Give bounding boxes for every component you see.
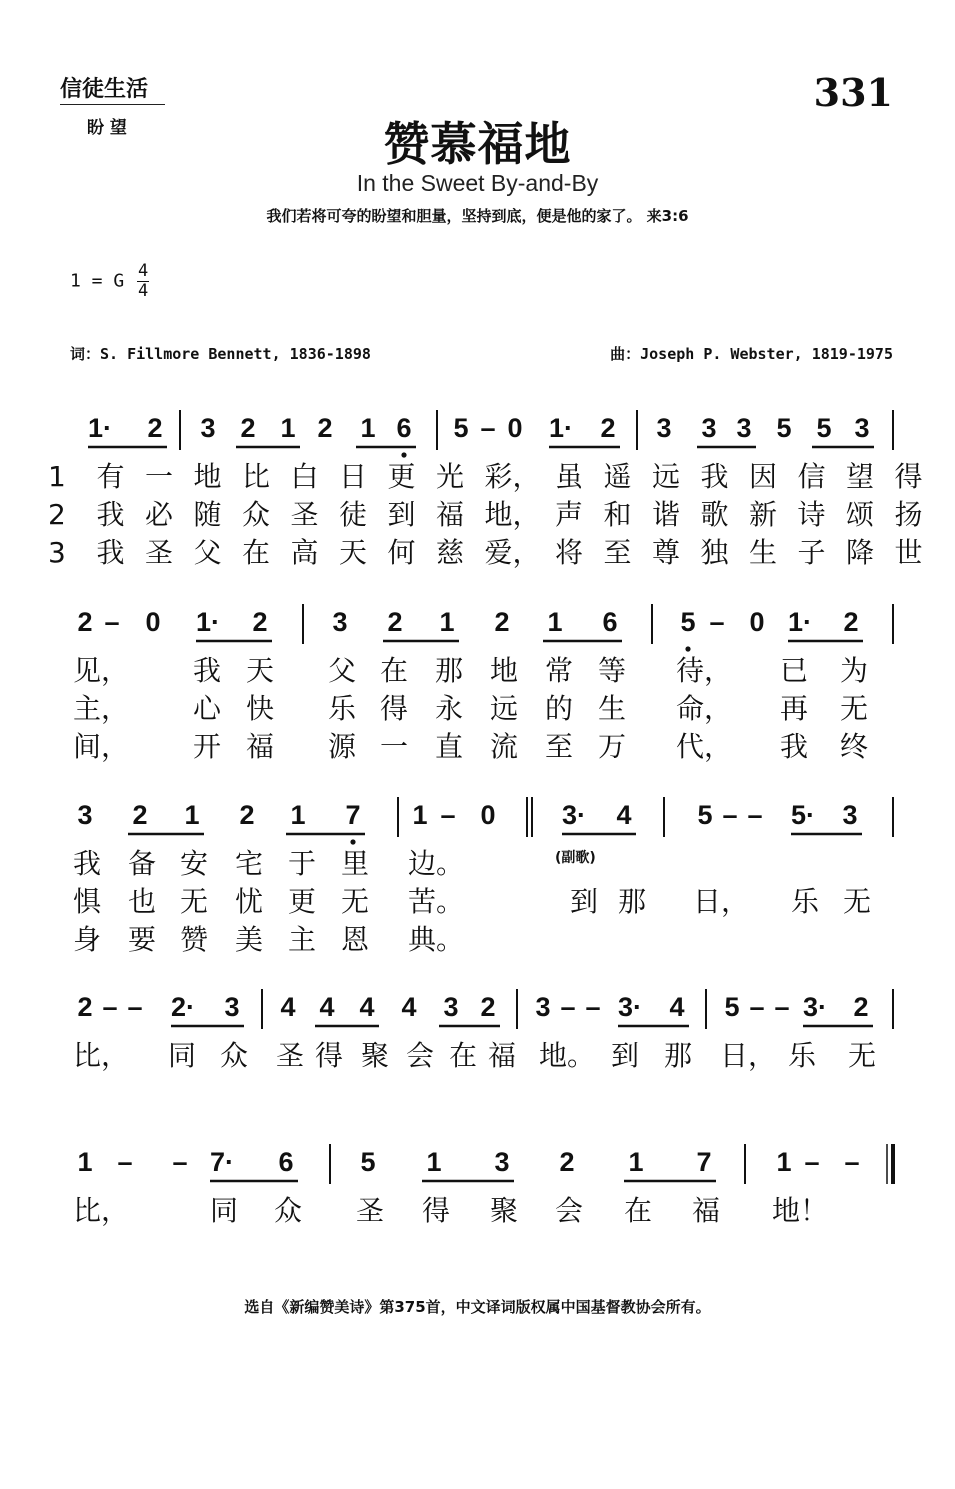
lyric-syllable: 父 bbox=[193, 536, 222, 569]
lyric-syllable: 会 bbox=[406, 1039, 435, 1072]
lyric-syllable: 典。 bbox=[408, 923, 465, 956]
note: 7 bbox=[345, 800, 361, 830]
lyric-syllable: 在 bbox=[449, 1039, 478, 1072]
lyric-syllable: 生 bbox=[749, 536, 778, 569]
note: 2 bbox=[77, 607, 93, 637]
time-signature bbox=[137, 262, 149, 301]
lyric-syllable: 快 bbox=[246, 692, 275, 725]
lyric-syllable: 爱， bbox=[484, 536, 541, 569]
lyric-syllable: 得 bbox=[422, 1194, 451, 1227]
composer-credit: 曲：Joseph P. Webster, 1819-1975 bbox=[610, 345, 893, 363]
lyric-syllable: 地， bbox=[484, 498, 541, 531]
note: 2 bbox=[77, 992, 93, 1022]
lyric-syllable: 苦。 bbox=[408, 885, 465, 918]
lyric-syllable: 恩 bbox=[341, 923, 370, 956]
note: 1 bbox=[776, 1147, 792, 1177]
lyric-syllable: 要 bbox=[128, 923, 157, 956]
lyric-syllable: 我 bbox=[193, 654, 222, 687]
note: 2 bbox=[252, 607, 268, 637]
lyric-syllable: 虽 bbox=[555, 460, 584, 493]
lyric-syllable: 地 bbox=[193, 460, 222, 493]
lyric-syllable: 颂 bbox=[846, 498, 875, 531]
note: 3 bbox=[200, 413, 216, 443]
lyric-syllable: 我 bbox=[96, 536, 125, 569]
category-underline bbox=[60, 104, 165, 105]
note: 5 bbox=[453, 413, 469, 443]
lyric-syllable: 一 bbox=[145, 460, 174, 493]
lyric-syllable: 惧 bbox=[73, 885, 102, 918]
lyric-syllable: 再 bbox=[780, 692, 809, 725]
lyric-syllable: 会 bbox=[555, 1194, 584, 1227]
lyric-syllable: 在 bbox=[242, 536, 271, 569]
lower-octave-dot bbox=[350, 839, 355, 844]
lyric-syllable: 遥 bbox=[603, 460, 632, 493]
note: 5 bbox=[816, 413, 832, 443]
note: – bbox=[749, 992, 765, 1022]
lyric-syllable: 更 bbox=[387, 460, 416, 493]
lyric-syllable: 我 bbox=[780, 730, 809, 763]
note: 3 bbox=[842, 800, 858, 830]
lyric-line bbox=[0, 1192, 955, 1230]
lyric-syllable: 备 bbox=[128, 847, 157, 880]
lyric-syllable: 同 bbox=[168, 1039, 197, 1072]
note: – bbox=[722, 800, 738, 830]
note: 2 bbox=[317, 413, 333, 443]
lyric-line bbox=[0, 652, 955, 690]
lyric-syllable: 见， bbox=[73, 654, 130, 687]
lyric-syllable: 2 bbox=[48, 498, 66, 531]
lyric-syllable: 在 bbox=[380, 654, 409, 687]
note: 1· bbox=[195, 607, 220, 637]
note: – bbox=[804, 1147, 820, 1177]
note: 4 bbox=[669, 992, 685, 1022]
note: 3 bbox=[736, 413, 752, 443]
note: 7· bbox=[209, 1147, 234, 1177]
lyric-syllable: 美 bbox=[235, 923, 264, 956]
lyric-syllable: 我 bbox=[73, 847, 102, 880]
note: 3 bbox=[332, 607, 348, 637]
lyric-syllable: 声 bbox=[555, 498, 584, 531]
note: 1 bbox=[628, 1147, 644, 1177]
note: 1 bbox=[360, 413, 376, 443]
lyric-syllable: 于 bbox=[288, 847, 317, 880]
lyric-syllable: 远 bbox=[490, 692, 519, 725]
lyric-line bbox=[0, 690, 955, 728]
category-label: 信徒生活 bbox=[60, 76, 149, 102]
lyric-syllable: 慈 bbox=[436, 536, 465, 569]
lyric-syllable: 地。 bbox=[539, 1039, 596, 1072]
lyric-syllable: 众 bbox=[242, 498, 271, 531]
note: 1 bbox=[439, 607, 455, 637]
note: 1 bbox=[426, 1147, 442, 1177]
lyric-syllable: 开 bbox=[193, 730, 222, 763]
lyric-syllable: 望 bbox=[846, 460, 875, 493]
note: 5 bbox=[724, 992, 740, 1022]
lyric-syllable: 那 bbox=[618, 885, 647, 918]
note: – bbox=[480, 413, 496, 443]
key-signature bbox=[70, 262, 149, 301]
note: 6 bbox=[278, 1147, 294, 1177]
note: 1· bbox=[787, 607, 812, 637]
note: 5 bbox=[680, 607, 696, 637]
lyric-syllable: 流 bbox=[490, 730, 519, 763]
lyric-syllable: 父 bbox=[328, 654, 357, 687]
lyric-syllable: 乐 bbox=[791, 885, 820, 918]
lyric-syllable: 主， bbox=[73, 692, 130, 725]
lyric-syllable: 1 bbox=[48, 460, 66, 493]
note: 4 bbox=[280, 992, 296, 1022]
note: 6 bbox=[396, 413, 412, 443]
lyric-syllable: 诗 bbox=[797, 498, 826, 531]
lyric-syllable: 间， bbox=[73, 730, 130, 763]
lyric-syllable: 无 bbox=[843, 885, 872, 918]
lyric-syllable: 独 bbox=[700, 536, 729, 569]
lyric-syllable: 安 bbox=[180, 847, 209, 880]
lyric-syllable: 的 bbox=[545, 692, 574, 725]
lyric-syllable: 到 bbox=[570, 885, 599, 918]
lyric-syllable: 身 bbox=[73, 923, 102, 956]
note: – bbox=[844, 1147, 860, 1177]
lyric-syllable: 3 bbox=[48, 536, 66, 569]
note: 2 bbox=[853, 992, 869, 1022]
note: 3 bbox=[77, 800, 93, 830]
lyric-syllable: 更 bbox=[288, 885, 317, 918]
lyric-syllable: 那 bbox=[664, 1039, 693, 1072]
note: 3 bbox=[656, 413, 672, 443]
lyric-syllable: 得 bbox=[315, 1039, 344, 1072]
note: 3· bbox=[561, 800, 586, 830]
lyric-syllable: 也 bbox=[128, 885, 157, 918]
note: 5 bbox=[697, 800, 713, 830]
note: – bbox=[172, 1147, 188, 1177]
hymn-number: 331 bbox=[813, 70, 893, 115]
lyric-syllable: 聚 bbox=[361, 1039, 390, 1072]
note: – bbox=[117, 1147, 133, 1177]
lyric-syllable: 地 bbox=[490, 654, 519, 687]
note: – bbox=[709, 607, 725, 637]
note: 3 bbox=[443, 992, 459, 1022]
note: 2 bbox=[387, 607, 403, 637]
note: – bbox=[102, 992, 118, 1022]
lyric-syllable: 在 bbox=[624, 1194, 653, 1227]
note: – bbox=[440, 800, 456, 830]
hymn-title-chinese: 赞慕福地 bbox=[383, 117, 572, 171]
notation-row bbox=[0, 987, 955, 1029]
lyric-line bbox=[0, 496, 955, 534]
note: 2 bbox=[494, 607, 510, 637]
lyric-syllable: 心 bbox=[193, 692, 222, 725]
lyric-syllable: 尊 bbox=[652, 536, 681, 569]
note: 0 bbox=[749, 607, 765, 637]
lyric-syllable: 赞 bbox=[180, 923, 209, 956]
lyric-syllable: 地！ bbox=[772, 1194, 829, 1227]
lyric-syllable: 已 bbox=[780, 654, 809, 687]
note: – bbox=[104, 607, 120, 637]
notation-row bbox=[0, 1142, 955, 1184]
lyric-syllable: 比 bbox=[242, 460, 271, 493]
lyric-syllable: 得 bbox=[380, 692, 409, 725]
lyric-syllable: 常 bbox=[545, 654, 574, 687]
note: 1 bbox=[77, 1147, 93, 1177]
note: – bbox=[127, 992, 143, 1022]
lyric-line bbox=[0, 1037, 955, 1075]
lyric-syllable: 必 bbox=[145, 498, 174, 531]
lyric-syllable: 一 bbox=[380, 730, 409, 763]
lyric-syllable: 圣 bbox=[276, 1039, 305, 1072]
lyric-syllable: 得 bbox=[894, 460, 923, 493]
lyric-syllable: 日 bbox=[339, 460, 368, 493]
lyric-syllable: 永 bbox=[435, 692, 464, 725]
lyric-line bbox=[0, 921, 955, 959]
lyric-syllable: 降 bbox=[846, 536, 875, 569]
note: 3 bbox=[494, 1147, 510, 1177]
note: 1· bbox=[87, 413, 112, 443]
lyric-line bbox=[0, 728, 955, 766]
note: – bbox=[585, 992, 601, 1022]
lyric-syllable: 众 bbox=[220, 1039, 249, 1072]
note: 4 bbox=[359, 992, 375, 1022]
lyric-syllable: 无 bbox=[840, 692, 869, 725]
lyric-syllable: 新 bbox=[749, 498, 778, 531]
scripture-verse: 我们若将可夸的盼望和胆量，坚持到底，便是他的家了。 来3:6 bbox=[266, 207, 689, 225]
lyric-syllable: 彩， bbox=[484, 460, 541, 493]
lyric-syllable: 世 bbox=[894, 536, 923, 569]
lyric-syllable: 到 bbox=[387, 498, 416, 531]
lyric-syllable: 福 bbox=[692, 1194, 721, 1227]
note: 3 bbox=[701, 413, 717, 443]
lyric-syllable: 源 bbox=[328, 730, 357, 763]
lyric-syllable: 天 bbox=[339, 536, 368, 569]
lyric-syllable: 子 bbox=[797, 536, 826, 569]
lyric-syllable: 众 bbox=[274, 1194, 303, 1227]
lyric-syllable: 谐 bbox=[652, 498, 681, 531]
lyric-syllable: 白 bbox=[290, 460, 319, 493]
lyric-syllable: 比， bbox=[73, 1194, 130, 1227]
lyric-syllable: 无 bbox=[848, 1039, 877, 1072]
lyric-syllable: 万 bbox=[598, 730, 627, 763]
time-signature-beats: 4 bbox=[138, 261, 149, 281]
lyric-syllable: 忧 bbox=[235, 885, 264, 918]
lyric-syllable: 日， bbox=[693, 885, 750, 918]
note: 1 bbox=[280, 413, 296, 443]
copyright-footer: 选自《新编赞美诗》第375首，中文译词版权属中国基督教协会所有。 bbox=[244, 1298, 711, 1316]
time-signature-unit: 4 bbox=[138, 281, 149, 301]
note: 3 bbox=[854, 413, 870, 443]
note: 2 bbox=[600, 413, 616, 443]
note: 3· bbox=[617, 992, 642, 1022]
lyric-line bbox=[0, 458, 955, 496]
note: 4 bbox=[401, 992, 417, 1022]
lyric-syllable: 无 bbox=[341, 885, 370, 918]
lyric-syllable: 信 bbox=[797, 460, 826, 493]
lyric-syllable: 福 bbox=[488, 1039, 517, 1072]
notation-row bbox=[0, 408, 955, 450]
hymn-title-english: In the Sweet By-and-By bbox=[356, 170, 599, 196]
lyric-syllable: 边。 bbox=[408, 847, 465, 880]
lyric-line bbox=[0, 883, 955, 921]
note: 2 bbox=[147, 413, 163, 443]
note: 2· bbox=[170, 992, 195, 1022]
lyric-syllable: 到 bbox=[611, 1039, 640, 1072]
note: – bbox=[747, 800, 763, 830]
note: 1 bbox=[184, 800, 200, 830]
note: 0 bbox=[480, 800, 496, 830]
note: 2 bbox=[240, 413, 256, 443]
note: 1 bbox=[547, 607, 563, 637]
note: 4 bbox=[616, 800, 632, 830]
notation-row bbox=[0, 795, 955, 837]
lyric-syllable: 扬 bbox=[894, 498, 923, 531]
lyric-syllable: 福 bbox=[436, 498, 465, 531]
note: – bbox=[560, 992, 576, 1022]
note: 2 bbox=[132, 800, 148, 830]
note: 0 bbox=[507, 413, 523, 443]
notation-row bbox=[0, 602, 955, 644]
lower-octave-dot bbox=[401, 452, 406, 457]
lyric-syllable: 我 bbox=[96, 498, 125, 531]
lyric-syllable: 为 bbox=[840, 654, 869, 687]
lyricist-credit: 词：S. Fillmore Bennett, 1836-1898 bbox=[70, 345, 371, 363]
lyric-syllable: 因 bbox=[749, 460, 778, 493]
lyric-syllable: 代， bbox=[676, 730, 733, 763]
lyric-syllable: 有 bbox=[96, 460, 125, 493]
lyric-syllable: 至 bbox=[545, 730, 574, 763]
lyric-syllable: 乐 bbox=[328, 692, 357, 725]
chorus-label: (副歌) bbox=[555, 850, 596, 866]
lyric-syllable: 宅 bbox=[235, 847, 264, 880]
note: 3 bbox=[535, 992, 551, 1022]
lyric-syllable: 直 bbox=[435, 730, 464, 763]
lyric-syllable: 待， bbox=[676, 654, 733, 687]
note: 5· bbox=[790, 800, 815, 830]
lyric-syllable: 聚 bbox=[490, 1194, 519, 1227]
lyric-syllable: 主 bbox=[288, 923, 317, 956]
note: 3 bbox=[224, 992, 240, 1022]
lyric-syllable: 圣 bbox=[145, 536, 174, 569]
lyric-syllable: 随 bbox=[193, 498, 222, 531]
lyric-syllable: 何 bbox=[387, 536, 416, 569]
lyric-syllable: 我 bbox=[700, 460, 729, 493]
note: 1· bbox=[548, 413, 573, 443]
note: 2 bbox=[559, 1147, 575, 1177]
lyric-syllable: 歌 bbox=[700, 498, 729, 531]
lyric-syllable: 终 bbox=[840, 730, 869, 763]
note: 2 bbox=[480, 992, 496, 1022]
lyric-syllable: 天 bbox=[246, 654, 275, 687]
lyric-syllable: 将 bbox=[555, 536, 584, 569]
lyric-syllable: 里 bbox=[341, 847, 370, 880]
note: 3· bbox=[802, 992, 827, 1022]
lyric-syllable: 圣 bbox=[290, 498, 319, 531]
lyric-syllable: 同 bbox=[210, 1194, 239, 1227]
lyric-syllable: 乐 bbox=[788, 1039, 817, 1072]
lyric-syllable: 光 bbox=[436, 460, 465, 493]
note: 0 bbox=[145, 607, 161, 637]
lyric-syllable: 等 bbox=[598, 654, 627, 687]
lyric-syllable: 福 bbox=[246, 730, 275, 763]
lyric-syllable: 徒 bbox=[339, 498, 368, 531]
note: 2 bbox=[843, 607, 859, 637]
lyric-syllable: 高 bbox=[290, 536, 319, 569]
lyric-syllable: 无 bbox=[180, 885, 209, 918]
note: – bbox=[774, 992, 790, 1022]
lyric-syllable: 圣 bbox=[356, 1194, 385, 1227]
lyric-syllable: 和 bbox=[603, 498, 632, 531]
lyric-line bbox=[0, 845, 955, 883]
lyric-syllable: 命， bbox=[676, 692, 733, 725]
lower-octave-dot bbox=[685, 646, 690, 651]
note: 2 bbox=[239, 800, 255, 830]
note: 1 bbox=[290, 800, 306, 830]
note: 7 bbox=[696, 1147, 712, 1177]
note: 1 bbox=[412, 800, 428, 830]
note: 5 bbox=[776, 413, 792, 443]
lyric-syllable: 比， bbox=[73, 1039, 130, 1072]
lyric-syllable: 生 bbox=[598, 692, 627, 725]
lyric-syllable: 至 bbox=[603, 536, 632, 569]
lyric-syllable: 日， bbox=[720, 1039, 777, 1072]
note: 5 bbox=[360, 1147, 376, 1177]
note: 6 bbox=[602, 607, 618, 637]
key-label: 1 = G bbox=[70, 270, 125, 292]
note: 4 bbox=[319, 992, 335, 1022]
subcategory-label: 盼 望 bbox=[87, 118, 127, 138]
lyric-syllable: 远 bbox=[652, 460, 681, 493]
lyric-syllable: 那 bbox=[435, 654, 464, 687]
lyric-line bbox=[0, 534, 955, 572]
